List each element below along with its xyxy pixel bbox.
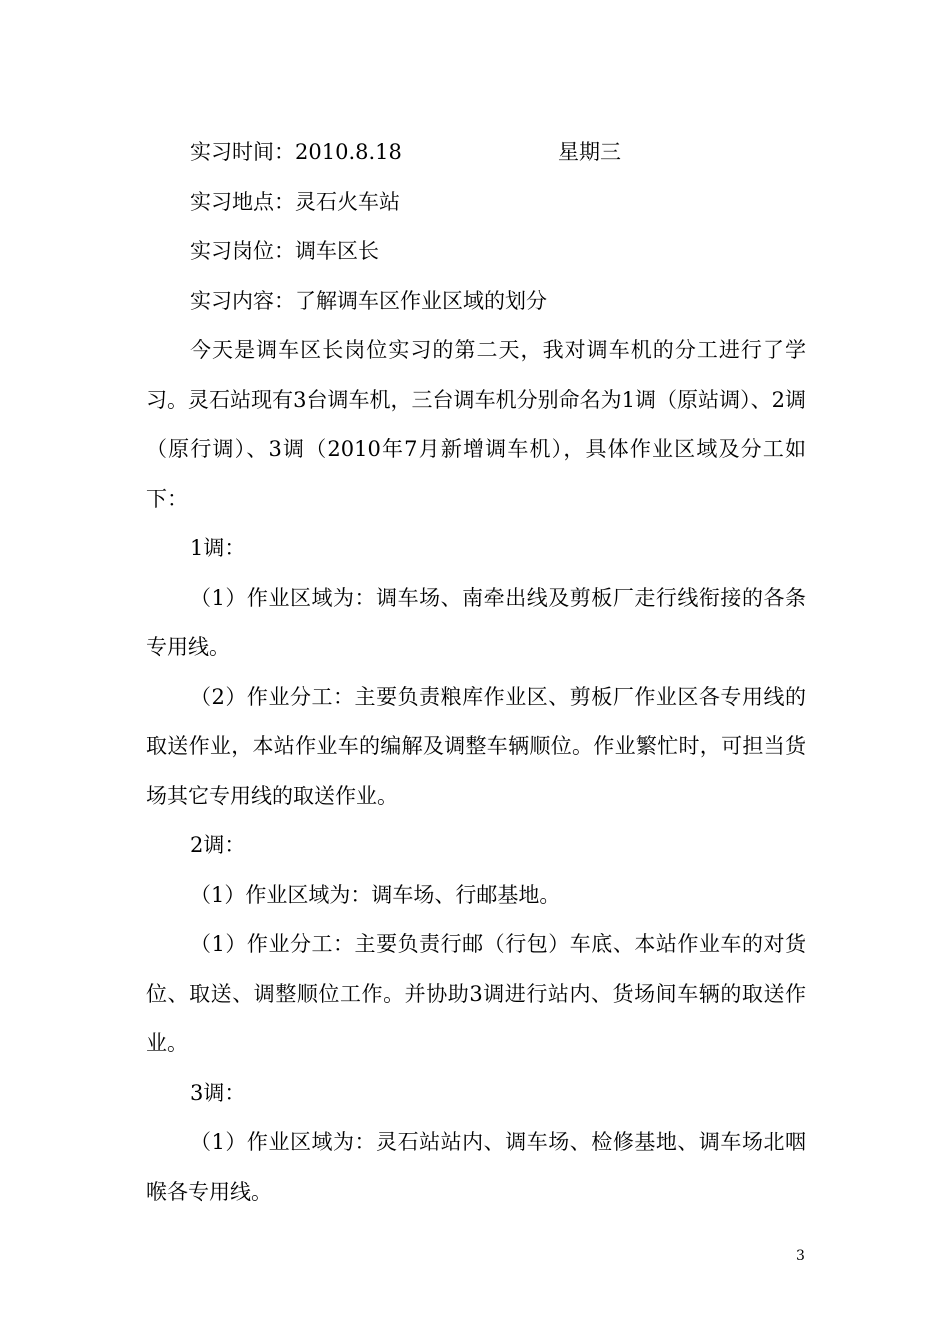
internship-weekday: 星期三 xyxy=(558,140,621,164)
document-content xyxy=(146,128,806,1217)
internship-location: 实习地点：灵石火车站 xyxy=(190,189,400,214)
internship-content: 实习内容：了解调车区作业区域的划分 xyxy=(190,288,547,313)
page-number: 3 xyxy=(796,1248,805,1264)
section-2-item-2: （1）作业分工：主要负责行邮（行包）车底、本站作业车的对货位、取送、调整顺位工作。并协助3调进行站内、货场间车辆的取送作业。 xyxy=(146,932,806,1055)
internship-time: 实习时间：2010.8.18 xyxy=(190,140,402,164)
internship-position: 实习岗位：调车区长 xyxy=(190,239,379,263)
section-title-3: 3调： xyxy=(190,1080,246,1105)
section-1-item-2: （2）作业分工：主要负责粮库作业区、剪板厂作业区各专用线的取送作业，本站作业车的编解及调整车辆顺位。作业繁忙时，可担当货场其它专用线的取送作业。 xyxy=(146,684,806,808)
section-title-2: 2调： xyxy=(190,833,246,857)
section-2-item-1: （1）作业区域为：调车场、行邮基地。 xyxy=(190,882,561,907)
internship-time-line xyxy=(146,128,806,178)
section-title-1: 1调： xyxy=(190,536,246,560)
intro-paragraph: 今天是调车区长岗位实习的第二天，我对调车机的分工进行了学习。灵石站现有3台调车机，三台调车机分别命名为1调（原站调）、2调（原行调）、3调（2010年7月新增调车机），具体作业区域及分工如下： xyxy=(146,338,806,511)
section-1-item-1: （1）作业区域为：调车场、南牵出线及剪板厂走行线衔接的各条专用线。 xyxy=(146,585,806,659)
section-3-item-1: （1）作业区域为：灵石站站内、调车场、检修基地、调车场北咽喉各专用线。 xyxy=(146,1130,806,1204)
